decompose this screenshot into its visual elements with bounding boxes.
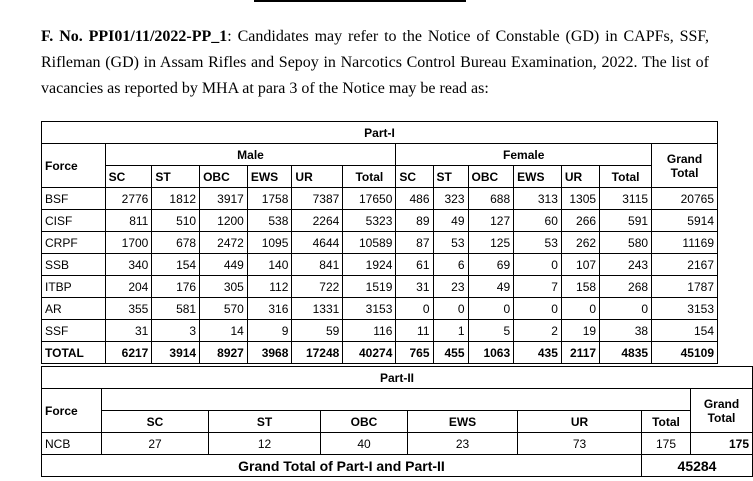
vacancy-cell: 262 [561,232,599,254]
vacancy-cell: 4644 [292,232,343,254]
vacancy-cell: 2167 [652,254,718,276]
vacancy-cell: 3115 [600,188,652,210]
vacancy-cell: 23 [433,276,468,298]
vacancy-cell: 449 [200,254,248,276]
total-label: TOTAL [42,342,106,364]
part2-vacancy-cell: 12 [209,433,321,455]
female-col-header: Total [600,166,652,188]
vacancy-cell: 49 [433,210,468,232]
vacancy-cell: 5914 [652,210,718,232]
force-name: SSB [42,254,106,276]
part2-vacancy-cell: 73 [518,433,642,455]
vacancy-cell: 10589 [343,232,396,254]
vacancy-cell: 678 [152,232,200,254]
vacancy-cell: 1 [433,320,468,342]
force-name: BSF [42,188,106,210]
vacancy-cell: 0 [468,298,514,320]
grand-total-all-label: Grand Total of Part-I and Part-II [42,455,642,477]
vacancy-cell: 11169 [652,232,718,254]
part2-col-header: Total [642,411,691,433]
vacancy-cell: 323 [433,188,468,210]
total-cell: 455 [433,342,468,364]
vacancy-cell: 204 [105,276,152,298]
total-cell: 765 [396,342,433,364]
vacancy-cell: 154 [652,320,718,342]
force-name: AR [42,298,106,320]
total-cell: 435 [514,342,562,364]
part2-col-header: EWS [408,411,518,433]
part2-col-header: OBC [321,411,408,433]
total-cell: 8927 [200,342,248,364]
vacancy-cell: 688 [468,188,514,210]
table-row [42,232,718,254]
part2-vacancy-cell: 40 [321,433,408,455]
table-row [42,320,718,342]
vacancy-cell: 31 [105,320,152,342]
force-name: SSF [42,320,106,342]
vacancy-cell: 61 [396,254,433,276]
vacancy-cell: 125 [468,232,514,254]
female-col-header: EWS [514,166,562,188]
total-cell: 45109 [652,342,718,364]
part2-force-header: Force [42,389,102,433]
female-col-header: OBC [468,166,514,188]
vacancy-cell: 154 [152,254,200,276]
total-cell: 3968 [247,342,292,364]
male-col-header: UR [292,166,343,188]
vacancy-cell: 1787 [652,276,718,298]
vacancy-cell: 486 [396,188,433,210]
force-name: ITBP [42,276,106,298]
part2-vacancy-cell: 27 [102,433,209,455]
table-row [42,210,718,232]
force-name: CRPF [42,232,106,254]
vacancy-cell: 510 [152,210,200,232]
grand-total-all-value: 45284 [642,455,753,477]
total-cell: 17248 [292,342,343,364]
vacancy-cell: 5323 [343,210,396,232]
vacancy-cell: 305 [200,276,248,298]
vacancy-cell: 0 [433,298,468,320]
vacancy-cell: 53 [514,232,562,254]
vacancy-cell: 266 [561,210,599,232]
file-number: F. No. PPI01/11/2022-PP_1 [41,28,228,45]
male-col-header: OBC [200,166,248,188]
vacancy-cell: 591 [600,210,652,232]
part2-vacancy-cell: 175 [642,433,691,455]
vacancy-cell: 2472 [200,232,248,254]
vacancy-cell: 1095 [247,232,292,254]
vacancy-cell: 2776 [105,188,152,210]
vacancy-cell: 11 [396,320,433,342]
vacancy-cell: 60 [514,210,562,232]
vacancy-cell: 0 [600,298,652,320]
vacancy-cell: 1700 [105,232,152,254]
male-col-header: Total [343,166,396,188]
vacancy-cell: 69 [468,254,514,276]
part2-title: Part-II [42,367,753,389]
total-cell: 4835 [600,342,652,364]
vacancy-cell: 581 [152,298,200,320]
female-header: Female [396,144,652,166]
female-col-header: ST [433,166,468,188]
vacancy-cell: 59 [292,320,343,342]
vacancy-cell: 49 [468,276,514,298]
part2-vacancy-cell: 175 [691,433,753,455]
vacancy-cell: 31 [396,276,433,298]
vacancy-cell: 3153 [343,298,396,320]
table-row [42,254,718,276]
vacancy-cell: 0 [396,298,433,320]
vacancy-cell: 19 [561,320,599,342]
total-cell: 2117 [561,342,599,364]
vacancy-cell: 0 [514,298,562,320]
male-col-header: ST [152,166,200,188]
part2-force-name: NCB [42,433,102,455]
vacancy-cell: 107 [561,254,599,276]
vacancy-cell: 3153 [652,298,718,320]
vacancy-cell: 841 [292,254,343,276]
vacancy-cell: 313 [514,188,562,210]
vacancy-cell: 1519 [343,276,396,298]
vacancy-cell: 1812 [152,188,200,210]
vacancy-cell: 14 [200,320,248,342]
vacancy-cell: 580 [600,232,652,254]
part2-vacancy-table [41,366,753,477]
vacancy-cell: 140 [247,254,292,276]
vacancy-cell: 722 [292,276,343,298]
vacancy-cell: 6 [433,254,468,276]
vacancy-cell: 87 [396,232,433,254]
vacancy-cell: 17650 [343,188,396,210]
part2-col-header: UR [518,411,642,433]
vacancy-cell: 1331 [292,298,343,320]
vacancy-cell: 176 [152,276,200,298]
vacancy-cell: 268 [600,276,652,298]
grand-total-header: Grand Total [652,144,718,188]
vacancy-cell: 538 [247,210,292,232]
vacancy-cell: 0 [514,254,562,276]
vacancy-cell: 1200 [200,210,248,232]
male-header: Male [105,144,396,166]
total-cell: 1063 [468,342,514,364]
top-rule [254,0,466,2]
vacancy-cell: 3 [152,320,200,342]
total-cell: 40274 [343,342,396,364]
female-col-header: UR [561,166,599,188]
part2-col-header: SC [102,411,209,433]
table-row [42,298,718,320]
vacancy-cell: 811 [105,210,152,232]
vacancy-cell: 1305 [561,188,599,210]
notice-paragraph [41,24,709,102]
vacancy-cell: 3917 [200,188,248,210]
vacancy-cell: 20765 [652,188,718,210]
table-row [42,276,718,298]
part2-vacancy-cell: 23 [408,433,518,455]
total-row [42,342,718,364]
part2-blank-header [102,389,691,411]
total-cell: 6217 [105,342,152,364]
vacancy-cell: 158 [561,276,599,298]
vacancy-cell: 2 [514,320,562,342]
force-header: Force [42,144,106,188]
part2-grand-total-header: Grand Total [691,389,753,433]
total-cell: 3914 [152,342,200,364]
vacancy-cell: 2264 [292,210,343,232]
vacancy-cell: 570 [200,298,248,320]
vacancy-cell: 7387 [292,188,343,210]
vacancy-cell: 1758 [247,188,292,210]
vacancy-cell: 0 [561,298,599,320]
table-row [42,188,718,210]
male-col-header: SC [105,166,152,188]
part2-col-header: ST [209,411,321,433]
notice-text: : Candidates may refer to the Notice of Constable (GD) in CAPFs, SSF, Rifleman (GD) in Assam Rifles and Sepoy in Narcotics Control Bureau Examination, 2022. The list of vacancies as reported by MHA at para 3 of the Notice may be read as: [41,28,710,97]
vacancy-cell: 1924 [343,254,396,276]
female-col-header: SC [396,166,433,188]
part1-vacancy-table [41,121,718,364]
vacancy-cell: 89 [396,210,433,232]
vacancy-cell: 7 [514,276,562,298]
vacancy-cell: 38 [600,320,652,342]
vacancy-cell: 5 [468,320,514,342]
part1-title: Part-I [42,122,718,144]
vacancy-cell: 243 [600,254,652,276]
vacancy-cell: 53 [433,232,468,254]
vacancy-cell: 112 [247,276,292,298]
vacancy-cell: 116 [343,320,396,342]
vacancy-cell: 340 [105,254,152,276]
vacancy-cell: 316 [247,298,292,320]
vacancy-cell: 9 [247,320,292,342]
male-col-header: EWS [247,166,292,188]
vacancy-cell: 127 [468,210,514,232]
force-name: CISF [42,210,106,232]
vacancy-cell: 355 [105,298,152,320]
